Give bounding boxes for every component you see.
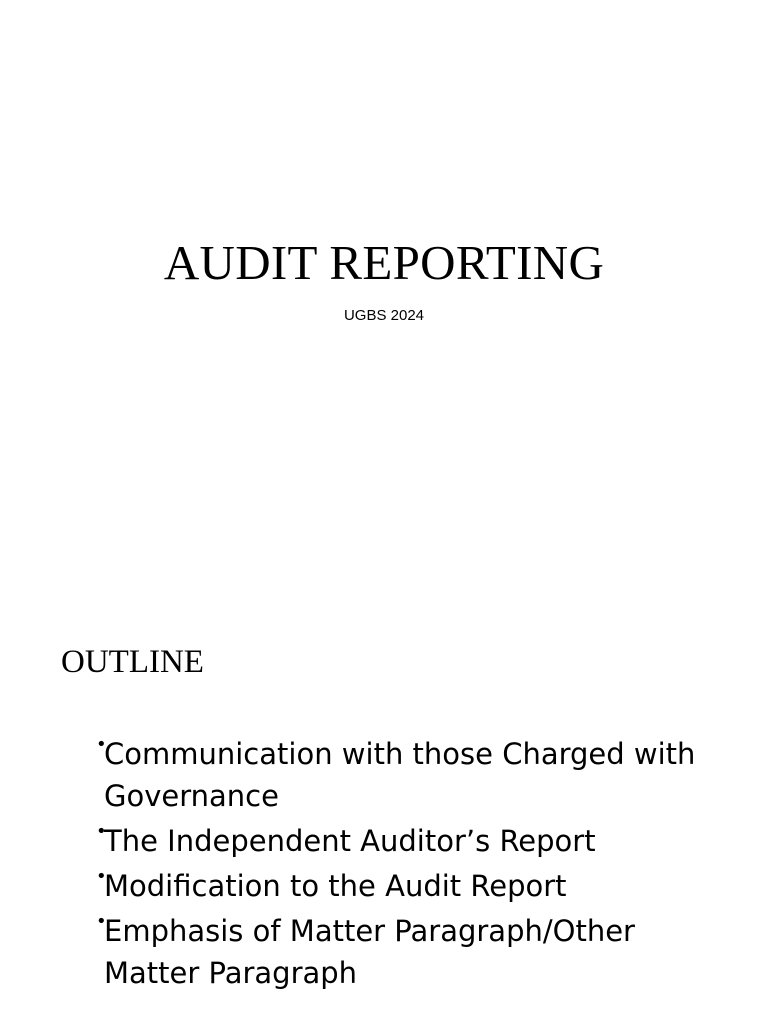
slide-title: AUDIT REPORTING [163, 235, 605, 290]
outline-item-text: Emphasis of Matter Paragraph/Other Matter Paragraph [104, 914, 635, 990]
slide-subtitle: UGBS 2024 [343, 307, 425, 324]
bullet-icon: • [96, 821, 107, 842]
outline-item-text: Communication with those Charged with Governance [104, 737, 696, 813]
outline-item [96, 910, 736, 994]
outline-item-text: The Independent Auditor’s Report [104, 824, 596, 858]
outline-item [96, 733, 736, 817]
outline-item-text: Modification to the Audit Report [104, 869, 567, 903]
bullet-icon: • [96, 734, 107, 755]
outline-item [96, 865, 736, 907]
outline-list [96, 733, 736, 997]
outline-heading: OUTLINE [61, 644, 204, 680]
bullet-icon: • [96, 866, 107, 887]
bullet-icon: • [96, 911, 107, 932]
outline-item [96, 820, 736, 862]
